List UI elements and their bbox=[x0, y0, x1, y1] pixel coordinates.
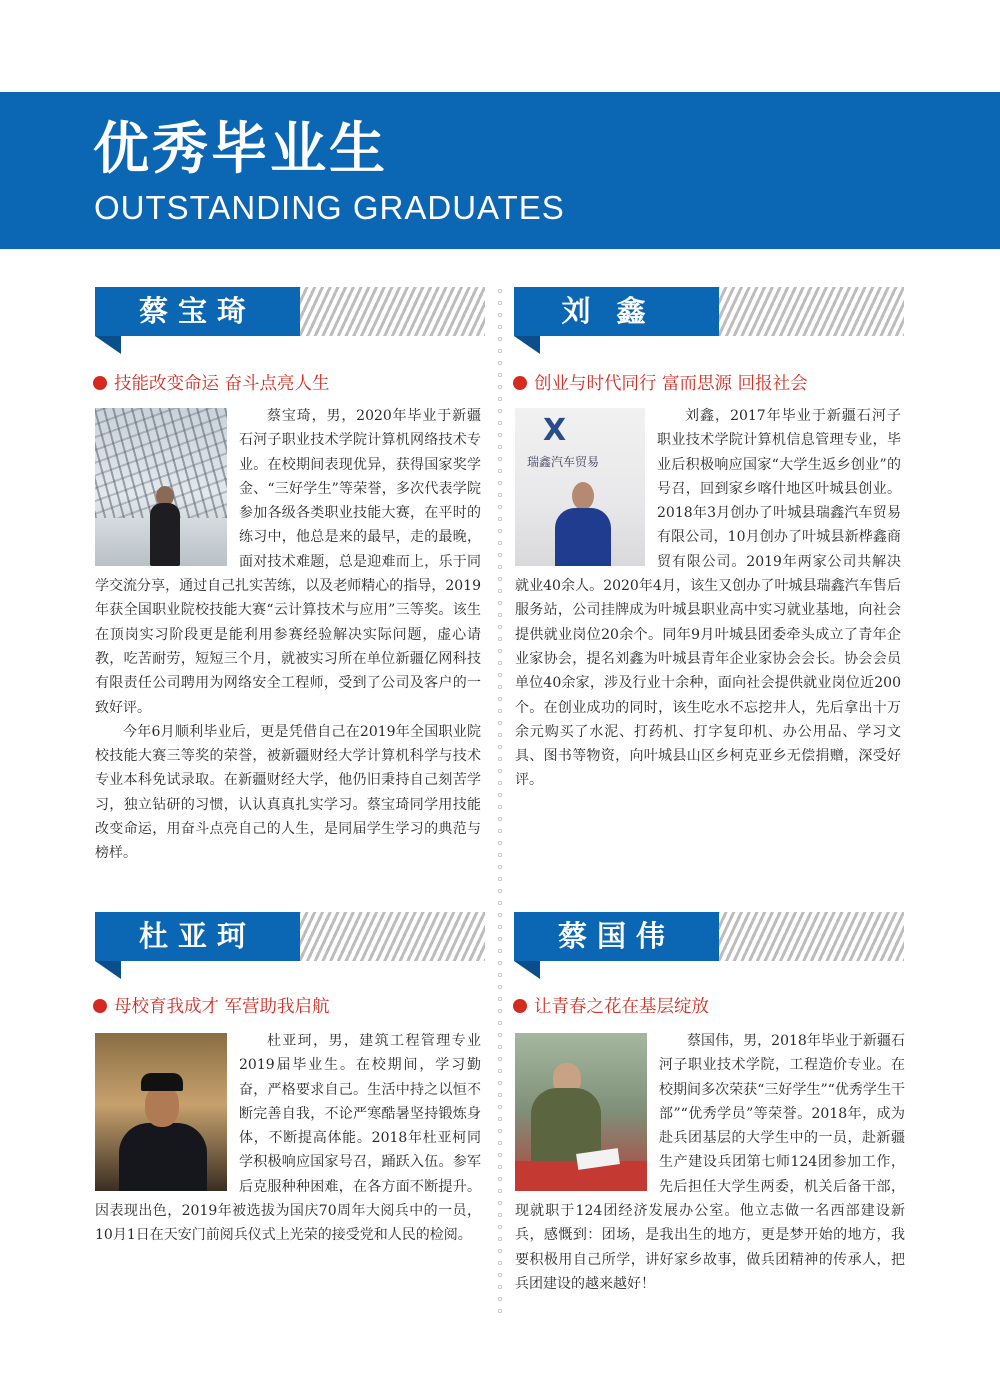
article-headline bbox=[513, 995, 709, 1019]
bullet-dot-icon bbox=[93, 376, 107, 390]
photo-person-head bbox=[572, 482, 594, 510]
bullet-dot-icon bbox=[93, 999, 107, 1013]
photo-sign-text: 瑞鑫汽车贸易 bbox=[527, 455, 600, 469]
photo-cai-guowei bbox=[515, 1033, 647, 1191]
photo-person bbox=[119, 1123, 207, 1191]
article-paragraph: 杜亚珂，男，建筑工程管理专业2019届毕业生。在校期间，学习勤奋，严格要求自己。生活中持之以恒不断完善自我，不论严寒酷暑坚持锻炼身体，不断提高体能。2018年杜亚柯同学积极响应国家号召，踊跃入伍。参军后克服种种困难，在各方面不断提升。因表现出色，2019年被选拔为国庆70周年大阅兵中的一员，10月1日在天安门前阅兵仪式上光荣的接受党和人民的检阅。 bbox=[95, 1033, 481, 1244]
photo-person bbox=[555, 508, 611, 566]
photo-du-yake bbox=[95, 1033, 227, 1191]
graduate-name: 蔡国伟 bbox=[557, 919, 675, 953]
company-logo-icon: X bbox=[543, 413, 567, 448]
zebra-pattern bbox=[290, 912, 485, 961]
graduate-name: 蔡宝琦 bbox=[138, 294, 256, 328]
bullet-dot-icon bbox=[513, 376, 527, 390]
zebra-pattern bbox=[290, 287, 485, 336]
article-paragraph: 蔡国伟，男，2018年毕业于新疆石河子职业技术学院，工程造价专业。在校期间多次荣获“三好学生”“优秀学生干部”“优秀学员”等荣誉。2018年，成为赴兵团基层的大学生中的一员，赴新疆生产建设兵团第七师124团参加工作，先后担任大学生两委，机关后备干部，现就职于124团经济发展办公室。他立志做一名西部建设新兵，感慨到：团场，是我出生的地方，更是梦开始的地方，我要积极用自己所学，讲好家乡故事，做兵团精神的传承人，把兵团建设的越来越好！ bbox=[515, 1033, 905, 1292]
headline-text: 母校育我成才 军营助我启航 bbox=[114, 997, 330, 1017]
page-title: 优秀毕业生 bbox=[93, 117, 388, 182]
name-tab-cai-guowei bbox=[514, 912, 904, 980]
name-tab-liu-xin bbox=[514, 287, 904, 355]
photo-person bbox=[150, 503, 180, 566]
photo-cap bbox=[141, 1073, 183, 1091]
article-paragraph: 蔡宝琦，男，2020年毕业于新疆石河子职业技术学院计算机网络技术专业。在校期间表现优异，获得国家奖学金、“三好学生”等荣誉，多次代表学院参加各级各类职业技能大赛，在平时的练习中，他总是来的最早，走的最晚，面对技术难题，总是迎难而上，乐于同学交流分享，通过自己扎实苦练，以及老师精心的指导，2019年获全国职业院校技能大赛“云计算技术与应用”三等奖。该生在顶岗实习阶段更是能利用参赛经验解决实际问题，虚心请教，吃苦耐劳，短短三个月，就被实习所在单位新疆亿网科技有限责任公司聘用为网络安全工程师，受到了公司及客户的一致好评。 bbox=[95, 408, 481, 716]
article-headline bbox=[513, 372, 808, 396]
photo-cai-baoqi bbox=[95, 408, 227, 566]
headline-text: 让青春之花在基层绽放 bbox=[534, 997, 709, 1017]
graduate-name: 杜亚珂 bbox=[138, 919, 256, 953]
photo-liu-xin bbox=[515, 408, 645, 566]
photo-person-head bbox=[145, 1085, 179, 1127]
zebra-pattern bbox=[709, 912, 904, 961]
headline-text: 创业与时代同行 富而思源 回报社会 bbox=[534, 374, 808, 394]
zebra-pattern bbox=[709, 287, 904, 336]
article-paragraph: 刘鑫，2017年毕业于新疆石河子职业技术学院计算机信息管理专业，毕业后积极响应国家“大学生返乡创业”的号召，回到家乡喀什地区叶城县创业。2018年3月创办了叶城县瑞鑫汽车贸易有限公司，10月创办了叶城县新桦鑫商贸有限公司。2019年两家公司共解决就业40余人。2020年4月，该生又创办了叶城县瑞鑫汽车售后服务站，公司挂牌成为叶城县职业高中实习就业基地，向社会提供就业岗位20余个。同年9月叶城县团委牵头成立了青年企业家协会，提名刘鑫为叶城县青年企业家协会会长。协会会员单位40余家，涉及行业十余种，面向社会提供就业岗位近200个。在创业成功的同时，该生吃水不忘挖井人，先后拿出十万余元购买了水泥、打药机、打字复印机、办公用品、学习文具、图书等物资，向叶城县山区乡柯克亚乡无偿捐赠，深受好评。 bbox=[515, 408, 901, 789]
article-headline bbox=[93, 995, 330, 1019]
article-headline bbox=[93, 372, 330, 396]
bullet-dot-icon bbox=[513, 999, 527, 1013]
name-tab-cai-baoqi bbox=[95, 287, 485, 355]
column-divider bbox=[497, 285, 503, 1320]
article-paragraph: 今年6月顺利毕业后，更是凭借自己在2019年全国职业院校技能大赛三等奖的荣誉，被新疆财经大学计算机科学与技术专业本科免试录取。在新疆财经大学，他仍旧秉持自己刻苦学习，独立钻研的习惯，认认真真扎实学习。蔡宝琦同学用技能改变命运，用奋斗点亮自己的人生，是同届学生学习的典范与榜样。 bbox=[95, 723, 481, 862]
graduate-name: 刘鑫 bbox=[561, 294, 672, 328]
article-liu-xin bbox=[515, 404, 901, 793]
article-cai-baoqi bbox=[95, 404, 481, 866]
name-tab-du-yake bbox=[95, 912, 485, 980]
page-subtitle: OUTSTANDING GRADUATES bbox=[94, 189, 565, 226]
article-cai-guowei bbox=[515, 1029, 905, 1296]
article-du-yake bbox=[95, 1029, 481, 1248]
headline-text: 技能改变命运 奋斗点亮人生 bbox=[114, 374, 330, 394]
